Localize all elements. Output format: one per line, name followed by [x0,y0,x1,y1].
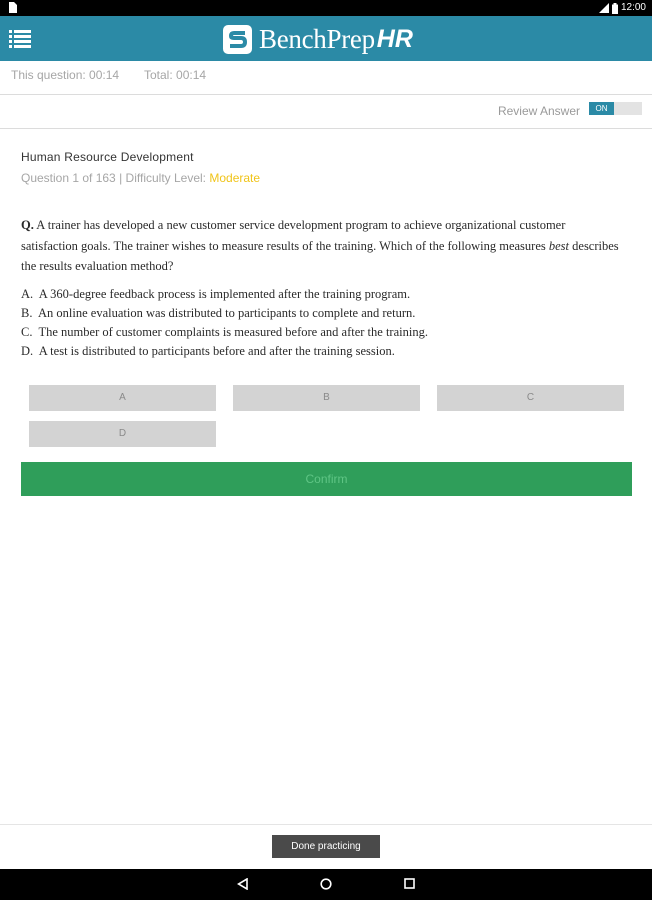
meta-separator: | [119,171,126,185]
option-text: A test is distributed to participants before and after the training session. [38,344,395,358]
question-prefix: Q. [21,218,34,232]
question-meta [21,171,260,185]
option-text: An online evaluation was distributed to participants to complete and return. [38,306,416,320]
difficulty-value: Moderate [209,171,261,185]
total-timer: Total: 00:14 [144,68,207,82]
brand-suffix: HR [376,25,413,53]
answer-button-d[interactable]: D [29,421,216,447]
review-answer-bar [0,95,652,129]
home-icon[interactable] [320,878,332,890]
answer-button-c[interactable]: C [437,385,624,411]
answer-button-a[interactable]: A [29,385,216,411]
menu-icon[interactable] [9,29,31,48]
back-icon[interactable] [237,878,248,890]
battery-icon [612,3,618,14]
option-text: The number of customer complaints is measured before and after the training. [38,325,428,339]
option-letter: C. [21,325,33,339]
option-text: A 360-degree feedback process is implemented after the training program. [38,287,411,301]
option-d [21,342,621,361]
review-answer-label: Review Answer [497,104,580,118]
recents-icon[interactable] [404,878,415,889]
benchprep-logo-icon [222,24,253,55]
wifi-icon [599,3,609,13]
question-emphasis: best [548,238,570,253]
brand-logo [222,22,413,56]
confirm-button[interactable]: Confirm [21,462,632,496]
option-letter: A. [21,287,34,301]
done-practicing-button[interactable]: Done practicing [272,835,380,858]
question-body: A trainer has developed a new customer service development program to achieve organizational customer satisfaction goals. The trainer wishes to measure results of the training. Which of the following measures [21,218,566,253]
option-letter: D. [21,344,34,358]
option-c [21,323,621,342]
option-letter: B. [21,306,33,320]
toggle-state: ON [589,102,614,115]
review-answer-toggle[interactable] [589,102,642,115]
brand-name: BenchPrep [259,24,375,54]
section-title: Human Resource Development [21,150,194,164]
status-time: 12:00 [620,2,646,13]
status-right [599,1,646,15]
question-text [21,215,621,277]
app-header [0,16,652,61]
question-timer: This question: 00:14 [11,68,120,82]
question-position: Question 1 of 163 [21,171,116,185]
status-bar [0,0,652,16]
system-nav-bar [0,869,652,900]
answer-options [21,285,621,361]
answer-button-b[interactable]: B [233,385,420,411]
difficulty-label: Difficulty Level: [125,171,207,185]
option-a [21,285,621,304]
question-body-end: describes the results evaluation method? [21,238,619,273]
option-b [21,304,621,323]
notification-icon [8,2,17,13]
timer-bar [0,61,652,95]
